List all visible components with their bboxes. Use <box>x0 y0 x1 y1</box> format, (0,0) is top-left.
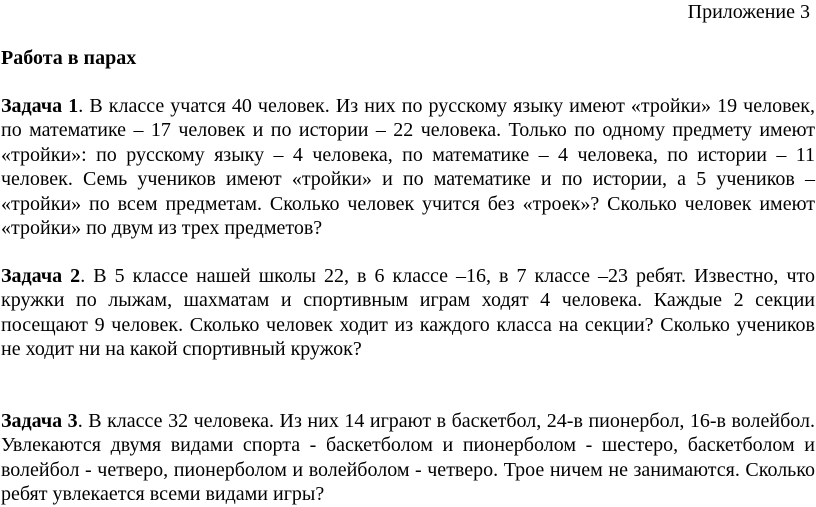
task-3-label: Задача 3 <box>1 410 78 432</box>
appendix-label: Приложение 3 <box>687 1 810 23</box>
task-1-label: Задача 1 <box>1 95 79 117</box>
task-3-paragraph <box>1 409 815 507</box>
section-title: Работа в парах <box>1 47 137 69</box>
task-1-text: . В классе учатся 40 человек. Из них по русскому языку имеют «тройки» 19 человек, по математике – 17 человек и по истории – 22 человека. Только по одному предмету имеют «тройки»: по русскому языку – 4 человека, по математике – 4 человека, по истории – 11 человек. Семь учеников имеют «тройки» и по математике и по истории, а 5 учеников – «тройки» по всем предметам. Сколько человек учится без «троек»? Сколько человек имеют «тройки» по двум из трех предметов? <box>1 95 816 240</box>
task-3-text: . В классе 32 человека. Из них 14 играют в баскетбол, 24-в пионербол, 16-в волейбол. Увлекаются двумя видами спорта - баскетболом и пионерболом - шестеро, баскетболом и волейбол - четверо, пионерболом и волейболом - четверо. Трое ничем не занимаются. Сколько ребят увлекается всеми видами игры? <box>1 410 815 506</box>
task-2-paragraph <box>1 264 815 362</box>
task-2-label: Задача 2 <box>1 265 81 287</box>
task-1-paragraph <box>1 94 815 240</box>
task-2-text: . В 5 классе нашей школы 22, в 6 классе –16, в 7 классе –23 ребят. Известно, что кружки по лыжам, шахматам и спортивным играм ходят 4 человека. Каждые 2 секции посещают 9 человек. Сколько человек ходит из каждого класса на секции? Сколько учеников не ходит ни на какой спортивный кружок? <box>1 265 815 361</box>
